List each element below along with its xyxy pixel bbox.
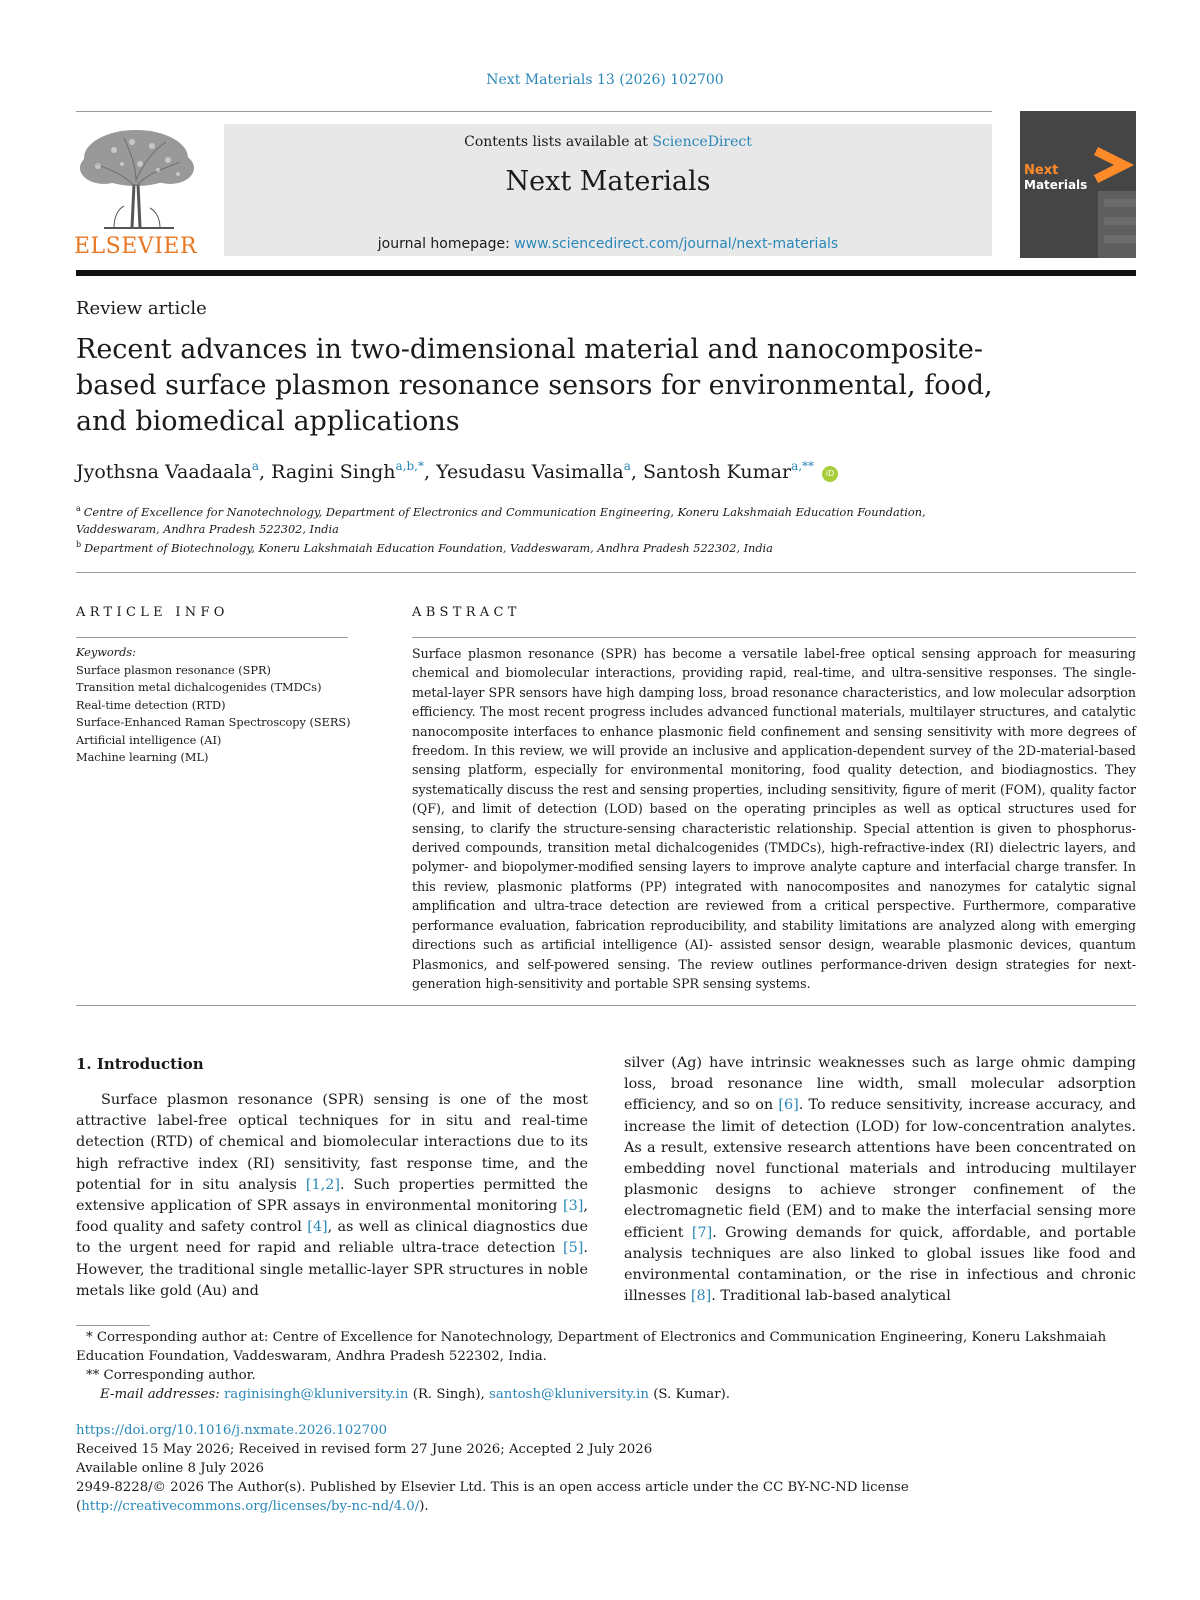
license-prefix: 2949-8228/© 2026 The Author(s). Published by Elsevier Ltd. This is an open access article under the CC BY-NC-ND license ( xyxy=(76,1480,909,1514)
corresponding-author-note-2: ** Corresponding author. xyxy=(86,1368,256,1383)
body-text: , food quality and safety control xyxy=(76,1198,588,1236)
email-addresses xyxy=(76,1385,1136,1404)
journal-cover-thumbnail[interactable] xyxy=(1020,111,1136,258)
footnote-rule xyxy=(76,1325,150,1326)
affiliation-mark: a xyxy=(76,504,81,513)
body-text: . Growing demands for quick, affordable, and portable analysis techniques are also linked to global issues like food and environmental contamination, or the rise in infectious and chronic illnesses xyxy=(624,1224,1136,1305)
article-info-heading: ARTICLE INFO xyxy=(76,605,229,620)
contents-line xyxy=(224,134,992,150)
author-affiliation-mark[interactable]: a xyxy=(623,459,631,473)
contents-prefix: Contents lists available at xyxy=(464,134,653,150)
journal-homepage-line xyxy=(224,236,992,252)
citation-link[interactable]: [7] xyxy=(691,1224,713,1241)
author-name[interactable]: Ragini Singh xyxy=(271,461,396,483)
title-block-rule xyxy=(76,572,1136,573)
cover-graphic-icon xyxy=(1090,121,1136,258)
keyword-item: Machine learning (ML) xyxy=(76,751,209,764)
section-heading-introduction: 1. Introduction xyxy=(76,1055,204,1073)
orcid-icon[interactable]: iD xyxy=(822,466,838,482)
author-name[interactable]: Jyothsna Vaadaala xyxy=(76,461,252,483)
keyword-item: Transition metal dichalcogenides (TMDCs) xyxy=(76,681,322,694)
homepage-prefix: journal homepage: xyxy=(377,236,515,252)
cover-materials-text: Materials xyxy=(1024,178,1088,192)
citation-link[interactable]: [8] xyxy=(690,1288,712,1305)
keywords-block xyxy=(76,644,366,767)
keywords-heading: Keywords: xyxy=(76,646,136,659)
keyword-item: Artificial intelligence (AI) xyxy=(76,733,222,747)
body-text: silver (Ag) have intrinsic weaknesses such as large ohmic damping loss, broad resonance line width, small molecular adsorption efficiency, and so on xyxy=(624,1055,1136,1114)
corresponding-author-note: * Corresponding author at: Centre of Excellence for Nanotechnology, Department of Electronics and Communication Engineering, Koneru Lakshmaiah Education Foundation, Vaddeswaram, Andhra Pradesh 522302, India. xyxy=(76,1330,1107,1364)
article-info-rule xyxy=(76,637,348,638)
abstract-rule xyxy=(412,637,1136,638)
publication-info xyxy=(76,1421,1136,1516)
body-text: Surface plasmon resonance (SPR) sensing is one of the most attractive label-free optical techniques for in situ and real-time detection (RTD) of chemical and biomolecular interactions due to its high refractive index (RI) sensitivity, fast response time, and the potential for in situ analysis xyxy=(76,1092,588,1193)
body-text: . Traditional lab-based analytical xyxy=(711,1288,951,1305)
affiliation-text: Centre of Excellence for Nanotechnology, Department of Electronics and Communication Engineering, Koneru Lakshmaiah Education Foundation, Vaddeswaram, Andhra Pradesh 522302, India xyxy=(76,506,926,536)
citation-link[interactable]: [1,2] xyxy=(305,1176,340,1193)
body-text: . However, the traditional single metallic-layer SPR structures in noble metals like gold (Au) and xyxy=(76,1240,588,1299)
body-text: . Such properties permitted the extensive application of SPR assays in environmental monitoring xyxy=(76,1176,588,1215)
body-text: , as well as clinical diagnostics due to the urgent need for rapid and reliable ultra-trace detection xyxy=(76,1219,588,1257)
affiliation-a xyxy=(76,500,976,538)
email-link[interactable]: raginisingh@kluniversity.in xyxy=(223,1387,409,1402)
author-list: Jyothsna Vaadaala$^a$, Ragini Singh$^{a,b,*}$, Yesudasu Vasimalla$^a$, Santosh Kumar$^{a,**}$ iD xyxy=(76,459,838,483)
citation-link[interactable]: [5] xyxy=(563,1240,584,1257)
elsevier-logo[interactable] xyxy=(74,124,198,262)
body-column-right xyxy=(624,1053,1136,1307)
author-name[interactable]: Santosh Kumar xyxy=(642,461,792,483)
email-link[interactable]: santosh@kluniversity.in xyxy=(489,1387,649,1402)
footnotes xyxy=(76,1328,1136,1404)
online-date: Available online 8 July 2026 xyxy=(76,1461,264,1476)
author-affiliation-mark[interactable]: a xyxy=(251,459,260,473)
citation-link[interactable]: [4] xyxy=(307,1219,328,1236)
email-owner: (S. Kumar). xyxy=(648,1387,730,1402)
cover-next-text: Next xyxy=(1024,163,1059,178)
article-type: Review article xyxy=(76,298,207,319)
author-affiliation-mark[interactable]: a,** xyxy=(791,459,815,473)
license-suffix: ). xyxy=(419,1499,429,1514)
keyword-item: Real-time detection (RTD) xyxy=(76,698,226,712)
doi-link[interactable]: https://doi.org/10.1016/j.nxmate.2026.102700 xyxy=(76,1423,388,1438)
journal-reference-link[interactable]: Next Materials 13 (2026) 102700 xyxy=(486,72,724,88)
header-top-rule xyxy=(76,111,992,112)
keyword-item: Surface-Enhanced Raman Spectroscopy (SERS) xyxy=(76,716,351,729)
keyword-item: Surface plasmon resonance (SPR) xyxy=(76,663,271,677)
body-column-left xyxy=(76,1090,588,1302)
body-text: . To reduce sensitivity, increase accuracy, and increase the limit of detection (LOD) for low-concentration analytes. As a result, extensive research attentions have been concentrated on embedding novel functional materials and introducing multilayer plasmonic designs to achieve stronger confinement of the electromagnetic field (EM) and to make the interfacial sensing more efficient xyxy=(624,1097,1136,1241)
tree-icon xyxy=(74,124,198,232)
email-owner: (R. Singh), xyxy=(408,1387,489,1402)
license-statement xyxy=(76,1478,1136,1516)
journal-banner xyxy=(224,124,992,256)
author-name[interactable]: Yesudasu Vasimalla xyxy=(436,461,624,483)
affiliation-text: Department of Biotechnology, Koneru Lakshmaiah Education Foundation, Vaddeswaram, Andhra Pradesh 522302, India xyxy=(84,542,773,555)
affiliation-b xyxy=(76,536,976,557)
license-link[interactable]: http://creativecommons.org/licenses/by-nc-nd/4.0/ xyxy=(81,1499,420,1514)
article-title: Recent advances in two-dimensional material and nanocomposite-based surface plasmon resonance sensors for environmental, food, and biomedical applications xyxy=(76,334,993,437)
homepage-link[interactable]: www.sciencedirect.com/journal/next-materials xyxy=(514,236,839,252)
affiliation-mark: b xyxy=(76,540,82,549)
header-thick-rule xyxy=(76,270,1136,276)
abstract-text: Surface plasmon resonance (SPR) has become a versatile label-free optical sensing approach for measuring chemical and biomolecular interactions, providing rapid, real-time, and ultra-sensitive responses. The single-metal-layer SPR sensors have high damping loss, broad resonance characteristics, and low molecular adsorption efficiency. The most recent progress includes advanced functional materials, multilayer structures, and catalytic nanocomposite interfaces to enhance plasmonic field confinement and sensing sensitivity with more degrees of freedom. In this review, we will provide an inclusive and application-dependent survey of the 2D-material-based sensing platform, especially for environmental monitoring, food quality detection, and biodiagnostics. They systematically discuss the rest and sensing properties, including sensitivity, figure of merit (FOM), quality factor (QF), and limit of detection (LOD) based on the operating principles as well as optical structures used for sensing, to clarify the structure-sensing characteristic relationship. Special attention is given to phosphorus-derived compounds, transition metal dichalcogenides (TMDCs), high-refractive-index (RI) dielectric layers, and polymer- and biopolymer-modified sensing layers to improve analyte capture and interfacial charge transfer. In this review, plasmonic platforms (PP) integrated with nanocomposites and nanozymes for catalytic signal amplification and ultra-trace detection are reviewed from a critical perspective. Furthermore, comparative performance evaluation, fabrication reproducibility, and stability limitations are analyzed along with emerging directions such as artificial intelligence (AI)- assisted sensor design, wearable plasmonic devices, quantum Plasmonics, and self-powered sensing. The review outlines performance-driven design strategies for next-generation high-sensitivity and portable SPR sensing systems. xyxy=(412,646,1136,991)
abstract-heading: ABSTRACT xyxy=(412,605,521,620)
citation-link[interactable]: [6] xyxy=(778,1097,799,1114)
journal-title: Next Materials xyxy=(505,166,711,197)
email-label: E-mail addresses: xyxy=(100,1387,220,1402)
sciencedirect-link[interactable]: ScienceDirect xyxy=(652,134,752,150)
citation-link[interactable]: [3] xyxy=(563,1198,584,1215)
author-affiliation-mark[interactable]: a,b,* xyxy=(395,459,424,473)
elsevier-wordmark: ELSEVIER xyxy=(74,234,198,259)
history-dates: Received 15 May 2026; Received in revised form 27 June 2026; Accepted 2 July 2026 xyxy=(76,1442,653,1457)
abstract-end-rule xyxy=(76,1005,1136,1006)
